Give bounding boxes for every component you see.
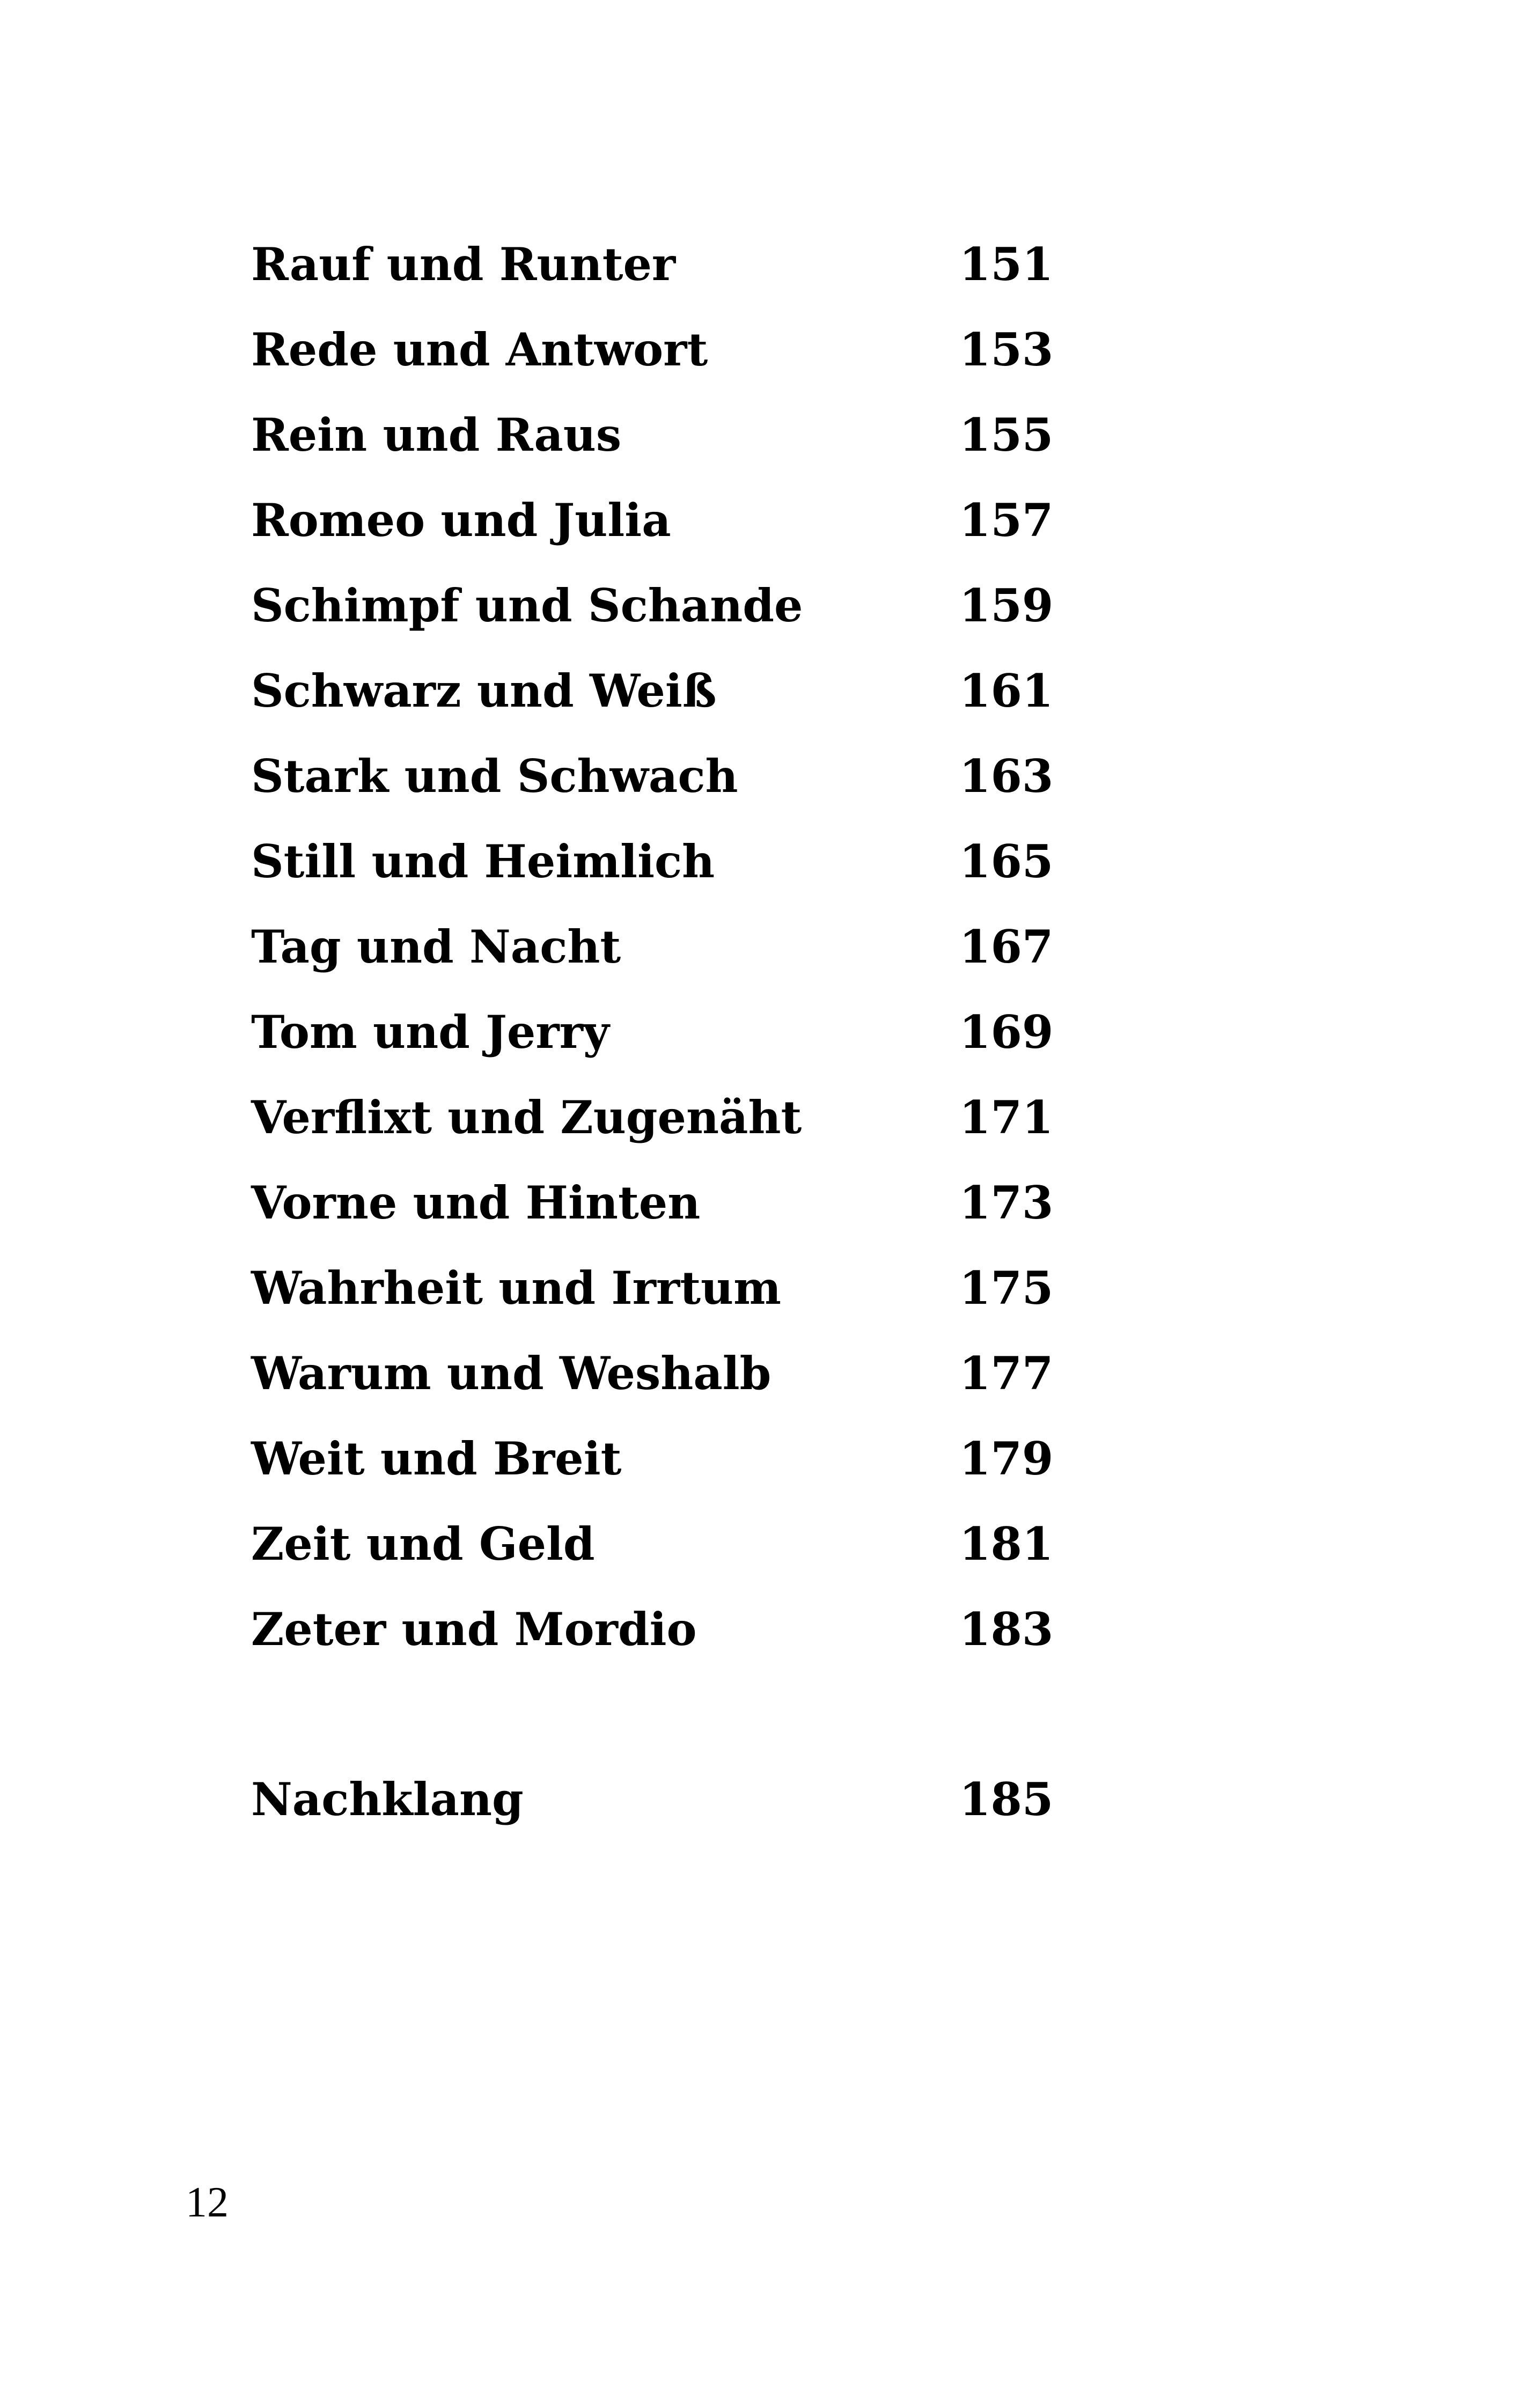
toc-entry[interactable] [251,487,1054,572]
toc-entry-title: Rauf und Runter [251,238,676,291]
toc-entry-title: Wahrheit und Irrtum [251,1261,781,1315]
toc-entry-page: 173 [959,1176,1054,1229]
toc-entry-page: 165 [959,835,1054,888]
toc-entry-title: Still und Heimlich [251,835,715,888]
toc-entry[interactable] [251,1169,1054,1254]
toc-entry-title: Romeo und Julia [251,494,671,547]
toc-entry-title: Vorne und Hinten [251,1176,701,1229]
toc-entry[interactable] [251,1254,1054,1340]
toc-entry-title: Rede und Antwort [251,323,708,376]
toc-entry-page: 157 [959,494,1054,547]
toc-entry[interactable] [251,1596,1054,1681]
toc-entry-title: Zeit und Geld [251,1517,595,1570]
toc-entry-title: Tag und Nacht [251,920,621,973]
toc-entry-title: Zeter und Mordio [251,1603,697,1656]
toc-entry-title: Schimpf und Schande [251,579,803,632]
toc-entry-closing[interactable] [251,1766,1054,1851]
table-of-contents [251,231,1054,1851]
toc-entry-page: 161 [959,664,1054,717]
toc-entry[interactable] [251,316,1054,401]
toc-entry-title: Weit und Breit [251,1432,622,1485]
toc-entry[interactable] [251,1340,1054,1425]
toc-entry-title: Rein und Raus [251,408,622,461]
toc-entry-title: Warum und Weshalb [251,1347,771,1400]
toc-entry-title: Tom und Jerry [251,1005,609,1059]
toc-entry-page: 153 [959,323,1054,376]
toc-entry-page: 175 [959,1261,1054,1315]
toc-entry[interactable] [251,1510,1054,1596]
page-number: 12 [186,2179,229,2226]
toc-entry-page: 177 [959,1347,1054,1400]
toc-entry[interactable] [251,743,1054,828]
toc-entry-title: Stark und Schwach [251,750,738,803]
toc-entry-page: 167 [959,920,1054,973]
toc-entry-title: Schwarz und Weiß [251,664,717,717]
toc-entry[interactable] [251,828,1054,913]
toc-entry[interactable] [251,572,1054,657]
toc-entry[interactable] [251,401,1054,487]
toc-entry[interactable] [251,999,1054,1084]
section-spacer [251,1681,1045,1766]
toc-entry[interactable] [251,657,1054,743]
toc-entry-page: 155 [959,408,1054,461]
toc-entry-title: Nachklang [251,1773,524,1826]
toc-entry[interactable] [251,231,1054,316]
toc-entry-page: 151 [959,238,1054,291]
toc-entry-page: 179 [959,1432,1054,1485]
toc-entry-title: Verflixt und Zugenäht [251,1091,802,1144]
toc-entry-page: 169 [959,1005,1054,1059]
toc-entry-page: 181 [959,1517,1054,1570]
toc-entry[interactable] [251,913,1054,999]
toc-entry-page: 163 [959,750,1054,803]
toc-entry[interactable] [251,1425,1054,1510]
toc-entry-page: 183 [959,1603,1054,1656]
toc-entry-page: 185 [959,1773,1054,1826]
toc-entry-page: 159 [959,579,1054,632]
toc-entry[interactable] [251,1084,1054,1169]
toc-entry-page: 171 [959,1091,1054,1144]
